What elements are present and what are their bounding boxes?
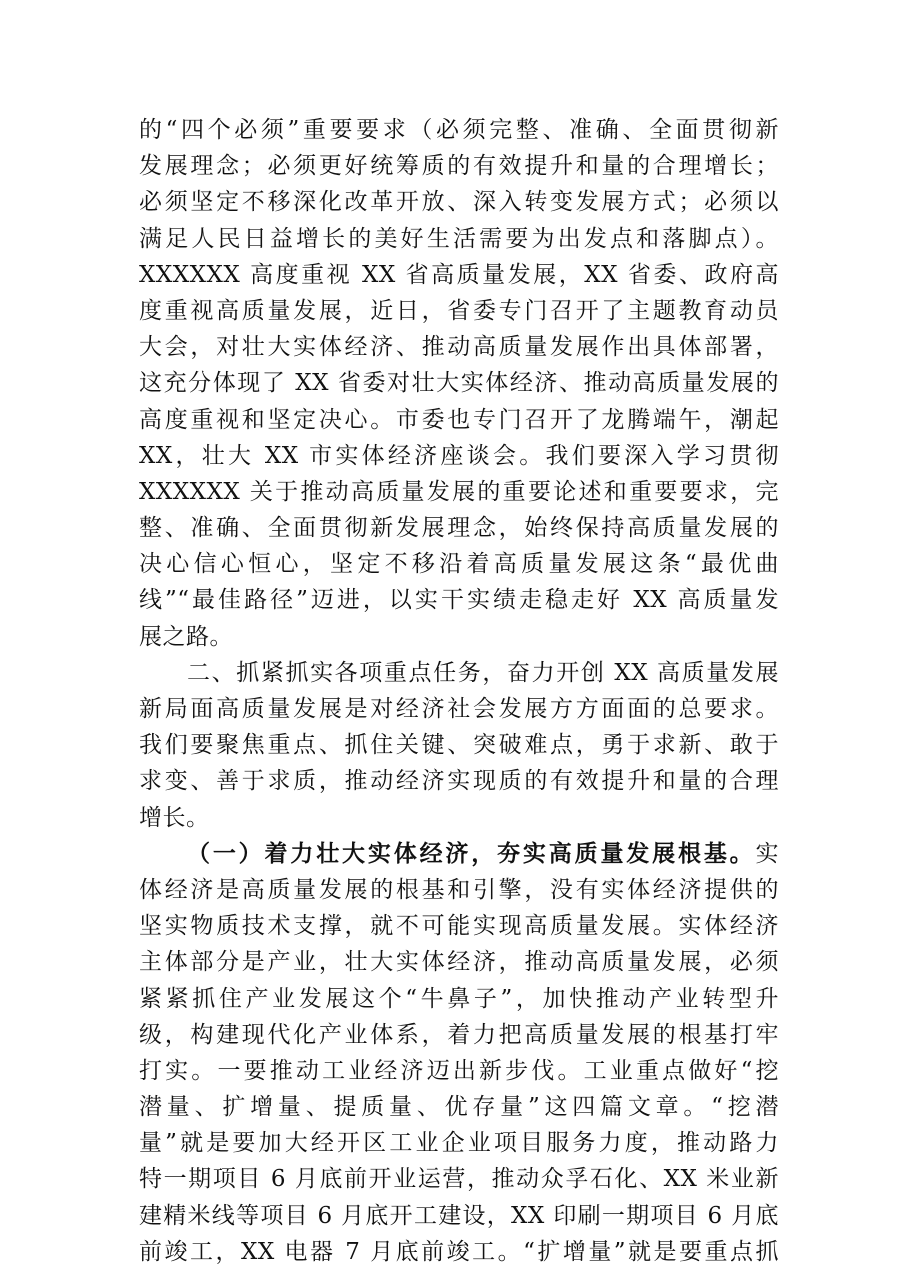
text-line: 体经济是高质量发展的根基和引擎，没有实体经济提供的: [139, 876, 779, 903]
text-line: 求变、善于求质，推动经济实现质的有效提升和量的合理: [139, 768, 779, 795]
paragraph-1: [139, 112, 779, 655]
text-line: 我们要聚焦重点、抓住关键、突破难点，勇于求新、敢于: [139, 732, 779, 759]
text-line: 紧紧抓住产业发展这个“牛鼻子”，加快推动产业转型升: [139, 985, 779, 1012]
text-line: 新局面高质量发展是对经济社会发展方方面面的总要求。: [139, 696, 779, 722]
text-line: 特一期项目 6 月底前开业运营，推动众孚石化、XX 米业新: [139, 1166, 779, 1193]
text-line: 展之路。: [139, 623, 233, 650]
text-line: 高度重视和坚定决心。市委也专门召开了龙腾端午，潮起: [139, 406, 779, 433]
document-body: [139, 112, 779, 1270]
text-line: 发展理念；必须更好统筹质的有效提升和量的合理增长；: [139, 153, 779, 180]
section-heading-line: 二、抓紧抓实各项重点任务，奋力开创 XX 高质量发展: [187, 659, 779, 686]
text-line: XXXXXX 高度重视 XX 省高质量发展，XX 省委、政府高: [139, 261, 779, 288]
text-line: 级，构建现代化产业体系，着力把高质量发展的根基打牢: [139, 1021, 779, 1048]
text-line: 前竣工，XX 电器 7 月底前竣工。“扩增量”就是要重点抓: [139, 1238, 779, 1265]
text-line: 大会，对壮大实体经济、推动高质量发展作出具体部署，: [139, 334, 779, 361]
text-line: 这充分体现了 XX 省委对壮大实体经济、推动高质量发展的: [139, 370, 779, 397]
text-line: XXXXXX 关于推动高质量发展的重要论述和重要要求，完: [139, 478, 779, 505]
text-line: 整、准确、全面贯彻新发展理念，始终保持高质量发展的: [139, 515, 779, 542]
text-line: 量”就是要加大经开区工业企业项目服务力度，推动路力: [139, 1130, 779, 1157]
text-line: 的“四个必须”重要要求（必须完整、准确、全面贯彻新: [139, 117, 779, 143]
text-line: 打实。一要推动工业经济迈出新步伐。工业重点做好“挖: [139, 1057, 779, 1084]
subsection-line: [139, 836, 779, 872]
text-line: 主体部分是产业，壮大实体经济，推动高质量发展，必须: [139, 949, 779, 976]
text-line: 潜量、扩增量、提质量、优存量”这四篇文章。“挖潜: [139, 1094, 779, 1121]
subsection-heading: （一）着力壮大实体经济，夯实高质量发展根基。: [187, 839, 756, 867]
paragraph-3: [139, 836, 779, 1270]
paragraph-2: [139, 655, 779, 836]
text-line: 建精米线等项目 6 月底开工建设，XX 印刷一期项目 6 月底: [139, 1202, 779, 1229]
text-line: XX，壮大 XX 市实体经济座谈会。我们要深入学习贯彻: [139, 442, 779, 469]
text-line: 决心信心恒心，坚定不移沿着高质量发展这条“最优曲: [139, 551, 779, 578]
text-line: 满足人民日益增长的美好生活需要为出发点和落脚点）。: [139, 225, 779, 252]
text-line: 坚实物质技术支撑，就不可能实现高质量发展。实体经济: [139, 913, 779, 940]
text-line: 必须坚定不移深化改革开放、深入转变发展方式；必须以: [139, 189, 779, 216]
text-line: 线”“最佳路径”迈进，以实干实绩走稳走好 XX 高质量发: [139, 587, 779, 614]
subsection-heading-tail: 实: [755, 840, 779, 867]
text-line: 度重视高质量发展，近日，省委专门召开了主题教育动员: [139, 297, 779, 324]
text-line: 增长。: [139, 804, 210, 831]
